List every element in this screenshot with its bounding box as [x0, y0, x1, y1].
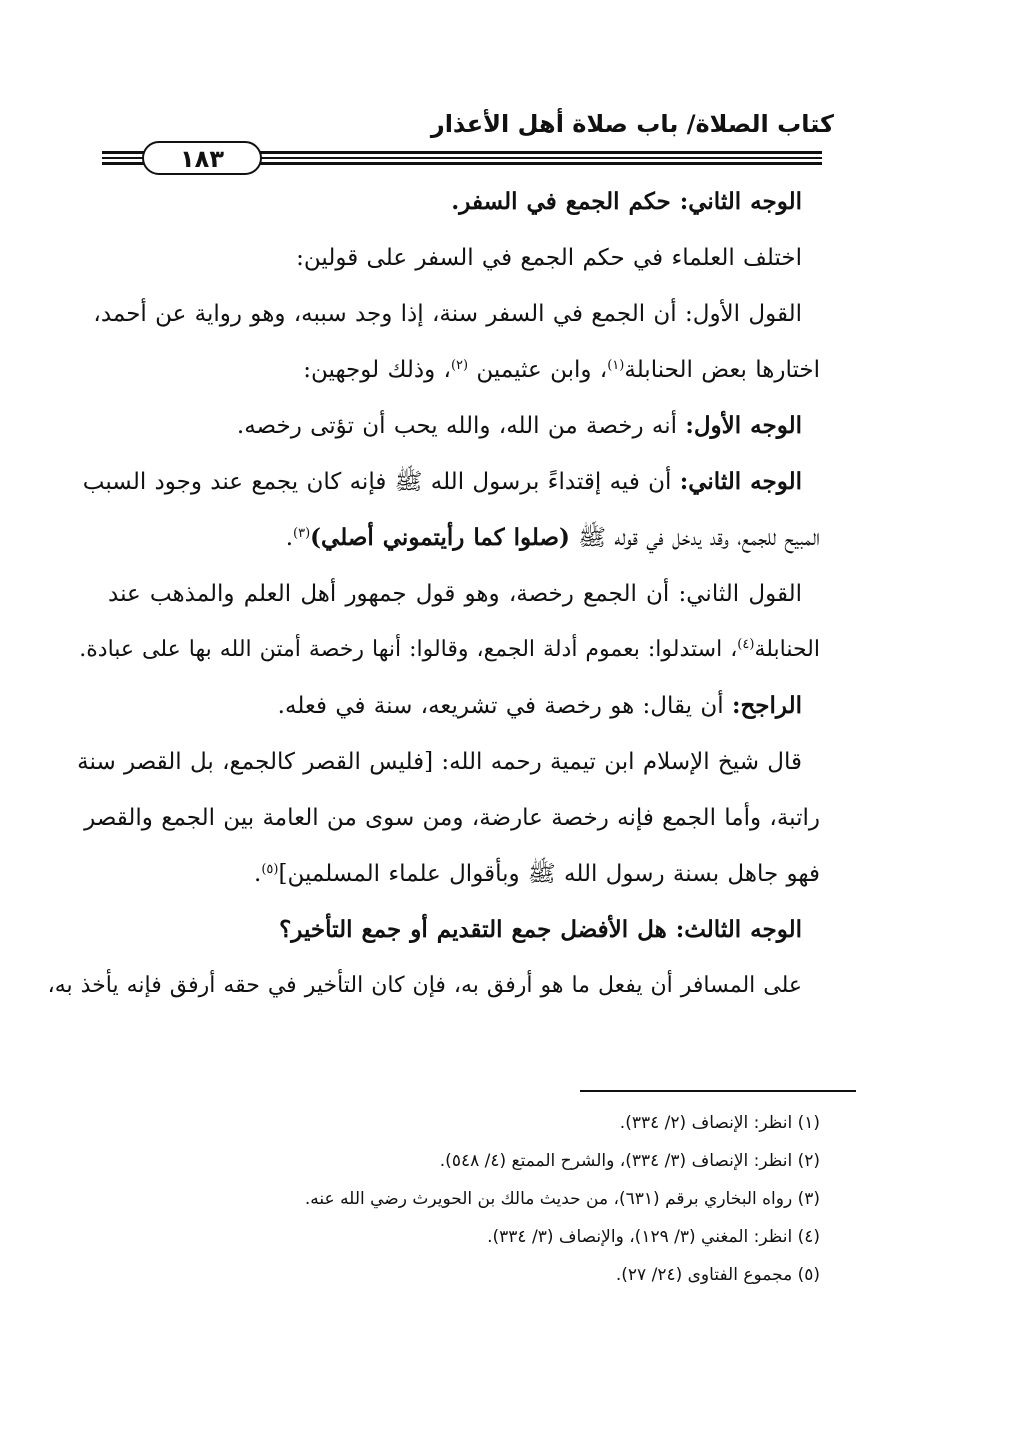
page-number: ١٨٣	[142, 141, 262, 175]
text-line: القول الثاني: أن الجمع رخصة، وهو قول جمهور أهل العلم والمذهب عند	[108, 581, 802, 607]
text-segment: أن يقال: هو رخصة في تشريعه، سنة في فعله.	[277, 693, 732, 719]
text-line: القول الأول: أن الجمع في السفر سنة، إذا وجد سببه، وهو رواية عن أحمد،	[93, 301, 802, 327]
section-heading	[108, 902, 820, 958]
footnote-ref: (٢)	[450, 358, 469, 373]
text-line: راتبة، وأما الجمع فإنه رخصة عارضة، ومن سوى من العامة بين الجمع والقصر	[84, 805, 820, 831]
footnote-separator	[580, 1090, 856, 1092]
text-segment: ، استدلوا: بعموم أدلة الجمع، وقالوا: أنها رخصة أمتن الله بها على عبادة.	[79, 637, 738, 662]
paragraph-line	[108, 342, 820, 398]
paragraph-line	[108, 566, 820, 622]
section-heading	[108, 174, 820, 230]
hadith-quote: (صلوا كما رأيتموني أصلي)	[310, 524, 570, 551]
running-head-title: كتاب الصلاة/ باب صلاة أهل الأعذار	[430, 110, 834, 138]
paragraph-line	[108, 510, 820, 566]
text-segment: الحنابلة	[754, 637, 820, 662]
paragraph-line	[108, 678, 820, 734]
paragraph-line	[108, 846, 820, 902]
footnote: (٥) مجموع الفتاوى (٢٤/ ٢٧).	[615, 1265, 820, 1285]
paragraph-line	[108, 230, 820, 286]
footnote: (٢) انظر: الإنصاف (٣/ ٣٣٤)، والشرح الممتع (٤/ ٥٤٨).	[439, 1151, 820, 1171]
paragraph-line	[77, 734, 820, 790]
text-segment: المبيح للجمع، وقد يدخل في قوله ﷺ	[569, 525, 820, 551]
footnote: (٣) رواه البخاري برقم (٦٣١)، من حديث مالك بن الحويرث رضي الله عنه.	[304, 1189, 820, 1209]
bold-label: الوجه الثاني:	[679, 468, 802, 495]
paragraph-line	[93, 286, 820, 342]
text-segment: فهو جاهل بسنة رسول الله ﷺ وبأقوال علماء المسلمين]	[278, 861, 820, 887]
header-rule	[102, 141, 822, 175]
text-segment: أن فيه إقتداءً برسول الله ﷺ فإنه كان يجمع عند وجود السبب	[82, 469, 680, 495]
bold-label: الراجح:	[731, 692, 802, 719]
text-segment: .	[254, 861, 262, 887]
text-line: قال شيخ الإسلام ابن تيمية رحمه الله: [فليس القصر كالجمع، بل القصر سنة	[77, 749, 802, 775]
paragraph-line	[82, 454, 820, 510]
text-line: الوجه الثالث: هل الأفضل جمع التقديم أو جمع التأخير؟	[279, 916, 802, 943]
footnote: (٤) انظر: المغني (٣/ ١٢٩)، والإنصاف (٣/ ٣٣٤).	[487, 1227, 820, 1247]
main-text	[47, 174, 820, 1014]
text-segment: ، وذلك لوجهين:	[303, 357, 451, 383]
text-segment: اختارها بعض الحنابلة	[624, 357, 820, 383]
paragraph-line	[47, 958, 820, 1014]
text-segment: ، وابن عثيمين	[476, 357, 608, 383]
footnote-ref: (٥)	[261, 862, 279, 877]
footnote-ref: (١)	[607, 358, 625, 373]
footnote: (١) انظر: الإنصاف (٢/ ٣٣٤).	[619, 1113, 820, 1133]
text-segment: .	[285, 525, 294, 551]
footnotes	[108, 1104, 820, 1294]
text-segment: أنه رخصة من الله، والله يحب أن تؤتى رخصه.	[236, 413, 686, 439]
text-line: اختلف العلماء في حكم الجمع في السفر على قولين:	[296, 245, 802, 271]
paragraph-line	[108, 398, 820, 454]
footnote-ref: (٤)	[737, 637, 755, 652]
paragraph-line	[84, 790, 820, 846]
paragraph-line	[79, 622, 820, 678]
bold-label: الوجه الأول:	[685, 412, 802, 439]
footnote-ref: (٣)	[293, 526, 311, 541]
text-line: على المسافر أن يفعل ما هو أرفق به، فإن كان التأخير في حقه أرفق فإنه يأخذ به،	[47, 973, 802, 998]
text-line: الوجه الثاني: حكم الجمع في السفر.	[451, 188, 802, 215]
